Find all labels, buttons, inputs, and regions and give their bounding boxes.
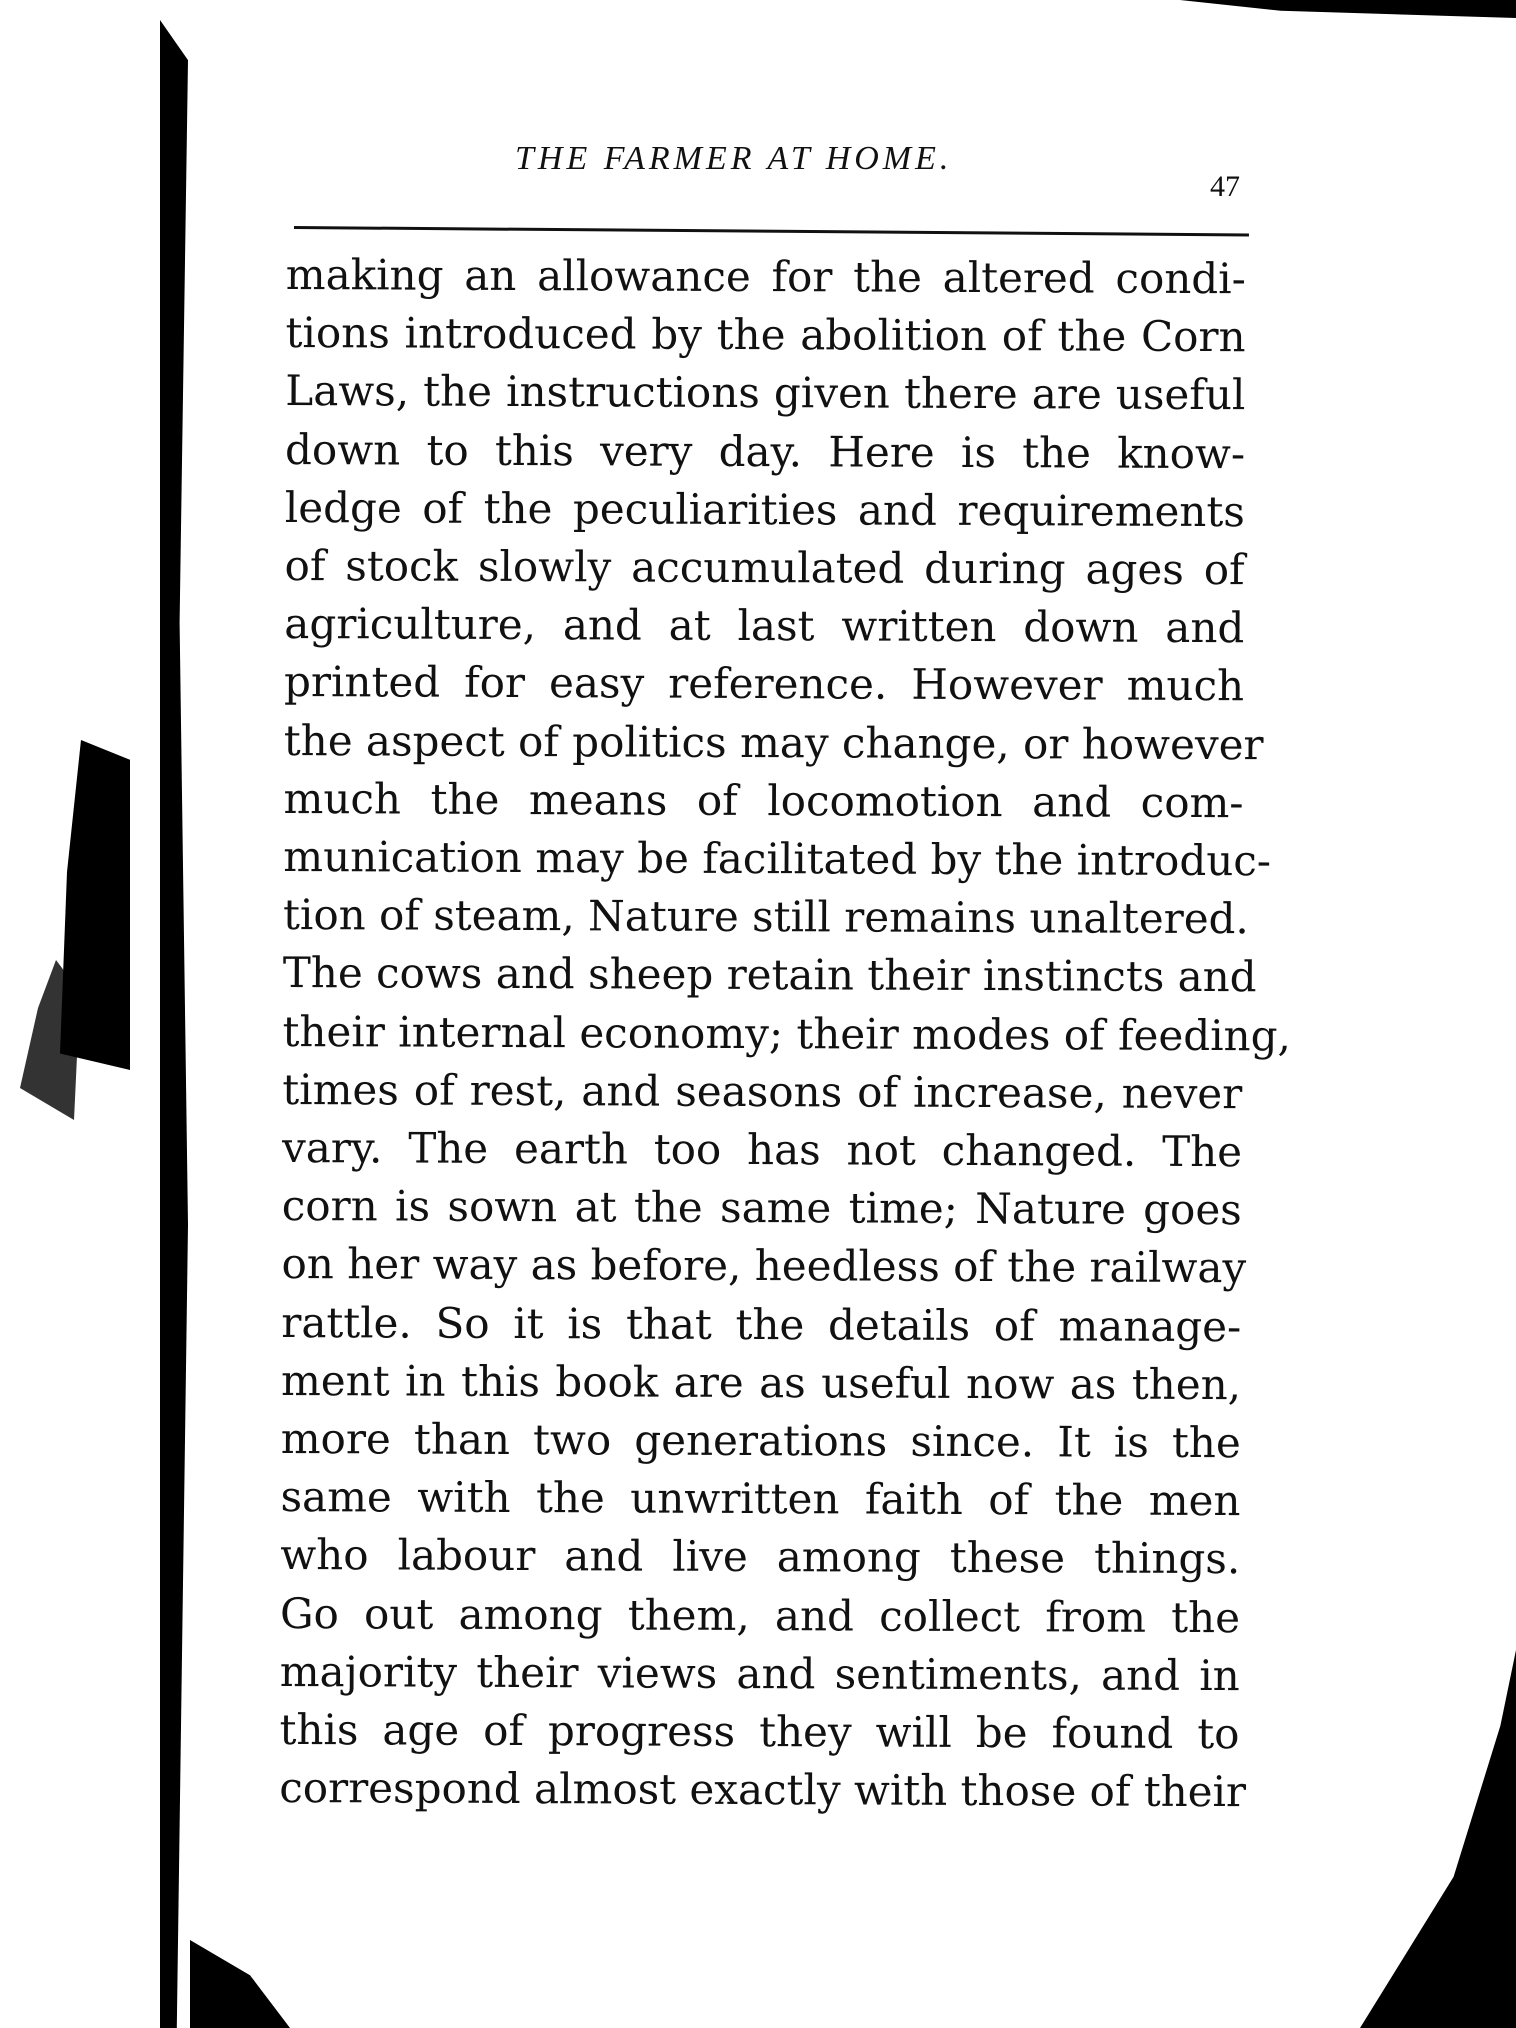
text-line: of stock slowly accumulated during ages of: [284, 541, 1245, 595]
text-line: much the means of locomotion and com-: [283, 773, 1244, 828]
text-line: down to this very day. Here is the know-: [285, 424, 1246, 478]
text-line: more than two generations since. It is the: [280, 1414, 1241, 1468]
text-line: who labour and live among these things.: [280, 1530, 1241, 1584]
text-line: Laws, the instructions given there are useful: [285, 366, 1246, 420]
scan-corner-top-right: [1180, 0, 1516, 18]
text-line: munication may be facilitated by the introduc-: [283, 832, 1272, 886]
text-line: majority their views and sentiments, and in: [279, 1646, 1240, 1701]
text-line: on her way as before, heedless of the railway: [281, 1239, 1247, 1293]
text-line: their internal economy; their modes of feeding,: [282, 1006, 1291, 1061]
text-line: Go out among them, and collect from the: [279, 1588, 1241, 1642]
text-line: tions introduced by the abolition of the Corn: [285, 308, 1246, 362]
text-line: rattle. So it is that the details of manage-: [281, 1297, 1242, 1351]
text-line: this age of progress they will be found to: [279, 1705, 1240, 1759]
text-line: tion of steam, Nature still remains unaltered.: [282, 890, 1249, 944]
text-line: corn is sown at the same time; Nature goes: [281, 1181, 1242, 1235]
text-line: the aspect of politics may change, or however: [283, 715, 1264, 769]
text-line: times of rest, and seasons of increase, never: [282, 1064, 1243, 1119]
text-line: vary. The earth too has not changed. The: [281, 1123, 1243, 1177]
text-line: The cows and sheep retain their instincts and: [282, 948, 1257, 1002]
text-line: agriculture, and at last written down and: [284, 599, 1245, 653]
text-line: ment in this book are as useful now as then,: [280, 1355, 1242, 1410]
binding-shadow-smudge: [20, 960, 80, 1120]
binding-shadow-left: [160, 20, 188, 2028]
scan-corner-bottom-left: [190, 1940, 290, 2028]
text-line: making an allowance for the altered condi-: [285, 249, 1246, 304]
text-line: correspond almost exactly with those of their: [279, 1763, 1247, 1817]
scan-corner-bottom-right: [1360, 1650, 1516, 2028]
text-line: same with the unwritten faith of the men: [280, 1472, 1241, 1526]
text-line: ledge of the peculiarities and requirements: [284, 482, 1245, 536]
running-head: THE FARMER AT HOME.: [515, 140, 953, 177]
header-rule: [294, 226, 1249, 237]
body-paragraph: [279, 246, 1291, 1822]
text-line: printed for easy reference. However much: [283, 657, 1245, 711]
page-number: 47: [1210, 170, 1240, 203]
